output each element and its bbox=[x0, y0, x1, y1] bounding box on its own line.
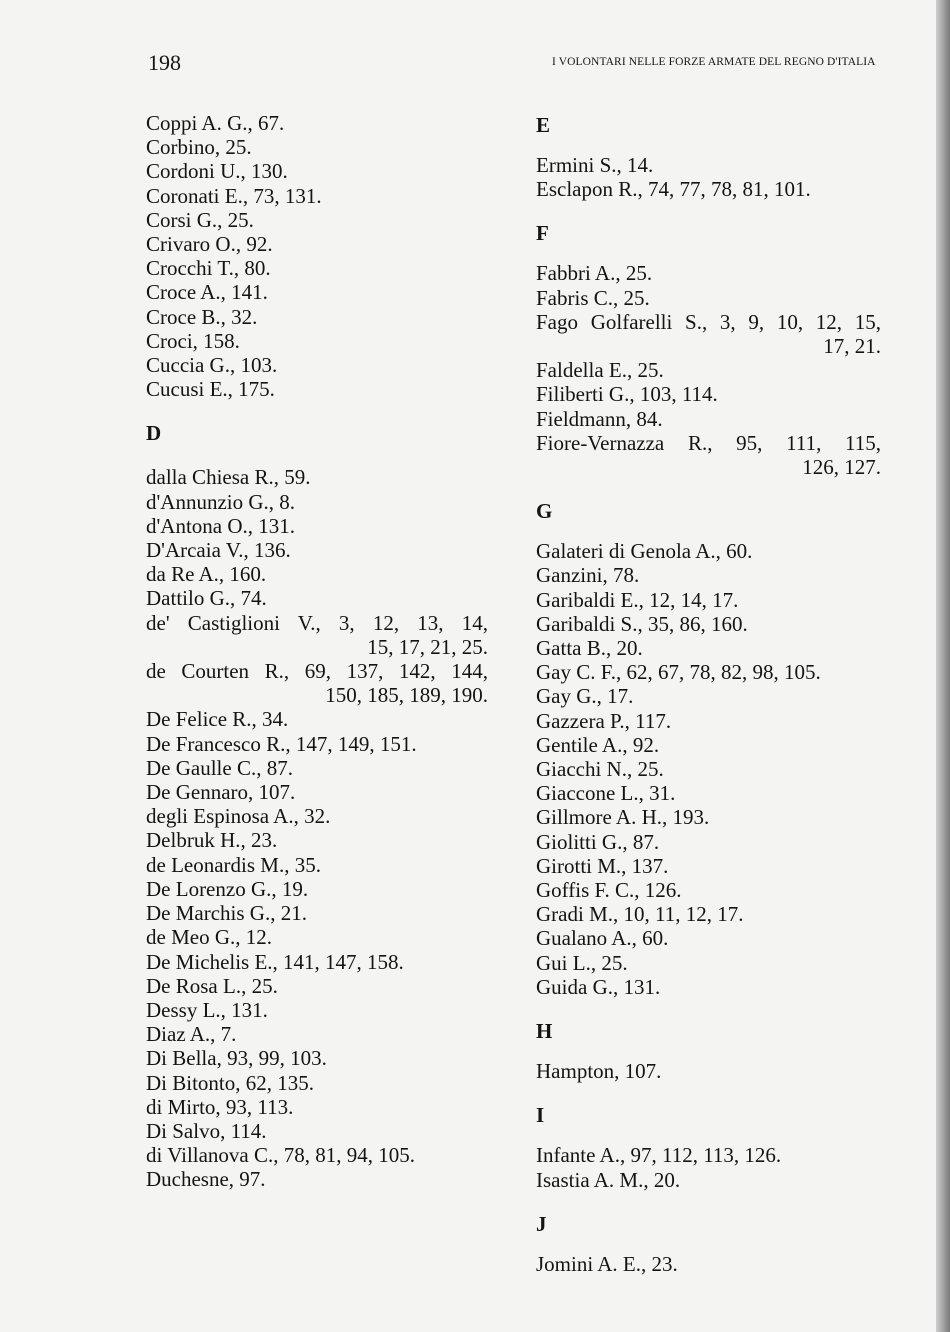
index-entry-text: De Felice R., 34. bbox=[146, 707, 289, 732]
index-entry-text: Gentile A., 92. bbox=[536, 732, 660, 757]
index-entry bbox=[536, 539, 896, 563]
index-entry bbox=[536, 1059, 896, 1083]
index-entry bbox=[536, 431, 896, 479]
index-entry-text: Giaccone L., 31. bbox=[536, 781, 676, 806]
index-entry-text: Di Bitonto, 62, 135. bbox=[146, 1070, 315, 1095]
index-entry bbox=[146, 732, 506, 756]
index-entry bbox=[146, 329, 506, 353]
index-entry bbox=[146, 828, 506, 852]
index-entry-text: di Mirto, 93, 113. bbox=[146, 1094, 294, 1119]
index-entry bbox=[146, 1071, 506, 1095]
index-entry bbox=[146, 135, 506, 159]
index-entry-text: Di Salvo, 114. bbox=[146, 1118, 267, 1143]
index-entry bbox=[146, 998, 506, 1022]
index-entry-text: Hampton, 107. bbox=[536, 1059, 662, 1084]
index-entry bbox=[536, 709, 896, 733]
index-entry bbox=[536, 951, 896, 975]
index-entry-text: Fabbri A., 25. bbox=[536, 261, 653, 286]
index-entry bbox=[146, 256, 506, 280]
index-entry-text: De Michelis E., 141, 147, 158. bbox=[146, 949, 404, 974]
index-entry-text: dalla Chiesa R., 59. bbox=[146, 465, 311, 490]
index-entry-text: de Courten R., 69, 137, 142, 144, bbox=[146, 659, 488, 684]
page-edge-shadow bbox=[936, 0, 950, 1332]
index-entry-text: d'Antona O., 131. bbox=[146, 513, 296, 538]
index-entry bbox=[146, 1095, 506, 1119]
index-entry bbox=[536, 588, 896, 612]
index-entry bbox=[146, 562, 506, 586]
index-entry bbox=[536, 612, 896, 636]
index-entry-text: Crocchi T., 80. bbox=[146, 256, 271, 281]
index-entry bbox=[536, 854, 896, 878]
index-entry-text: Gatta B., 20. bbox=[536, 636, 643, 661]
index-entry-text: Dattilo G., 74. bbox=[146, 586, 267, 611]
index-entry-text: De Rosa L., 25. bbox=[146, 973, 278, 998]
index-entry-text: Gradi M., 10, 11, 12, 17. bbox=[536, 902, 744, 927]
index-entry-text: Fieldmann, 84. bbox=[536, 406, 663, 431]
index-entry-text: Gay C. F., 62, 67, 78, 82, 98, 105. bbox=[536, 660, 821, 685]
index-entry-text: Faldella E., 25. bbox=[536, 358, 664, 383]
index-entry bbox=[536, 660, 896, 684]
index-entry-text: Gualano A., 60. bbox=[536, 926, 669, 951]
index-entry bbox=[536, 1168, 896, 1192]
section-letter: H bbox=[536, 1019, 553, 1044]
index-entry-continuation: 126, 127. bbox=[802, 455, 881, 480]
index-entry-text: Giolitti G., 87. bbox=[536, 829, 660, 854]
index-entry bbox=[536, 733, 896, 757]
index-entry bbox=[146, 1143, 506, 1167]
index-entry bbox=[146, 184, 506, 208]
index-entry bbox=[536, 153, 896, 177]
index-entry bbox=[146, 514, 506, 538]
index-entry bbox=[146, 490, 506, 514]
index-entry-text: Croce B., 32. bbox=[146, 304, 258, 329]
index-entry-text: Guida G., 131. bbox=[536, 974, 661, 999]
index-entry-text: Girotti M., 137. bbox=[536, 853, 669, 878]
index-entry bbox=[146, 756, 506, 780]
index-entry bbox=[146, 1119, 506, 1143]
index-entry bbox=[536, 286, 896, 310]
index-entry bbox=[536, 177, 896, 201]
index-entry-text: de Leonardis M., 35. bbox=[146, 852, 321, 877]
index-entry bbox=[536, 684, 896, 708]
index-entry-text: Duchesne, 97. bbox=[146, 1167, 266, 1192]
index-entry-text: Goffis F. C., 126. bbox=[536, 878, 682, 903]
index-entry bbox=[536, 902, 896, 926]
index-entry-text: Gillmore A. H., 193. bbox=[536, 805, 710, 830]
index-entry-text: D'Arcaia V., 136. bbox=[146, 538, 291, 563]
index-entry bbox=[536, 878, 896, 902]
index-entry bbox=[146, 853, 506, 877]
index-entry bbox=[146, 877, 506, 901]
section-letter: E bbox=[536, 113, 551, 137]
page-number: 198 bbox=[148, 50, 181, 75]
index-entry bbox=[146, 377, 506, 401]
index-entry bbox=[146, 780, 506, 804]
index-entry bbox=[146, 586, 506, 610]
index-entry-text: Jomini A. E., 23. bbox=[536, 1251, 678, 1276]
index-entry bbox=[146, 1167, 506, 1191]
section-letter: G bbox=[536, 499, 553, 524]
index-entry bbox=[146, 707, 506, 731]
index-entry bbox=[536, 358, 896, 382]
index-column-left bbox=[146, 111, 506, 1192]
index-entry-text: Dessy L., 131. bbox=[146, 997, 268, 1022]
index-entry bbox=[536, 310, 896, 358]
index-entry-text: Cuccia G., 103. bbox=[146, 353, 278, 378]
index-entry bbox=[146, 232, 506, 256]
index-entry-text: da Re A., 160. bbox=[146, 562, 267, 587]
index-entry-text: Fago Golfarelli S., 3, 9, 10, 12, 15, bbox=[536, 309, 881, 334]
index-entry bbox=[536, 407, 896, 431]
index-entry-text: Fiore-Vernazza R., 95, 111, 115, bbox=[536, 430, 881, 455]
index-entry-text: Corsi G., 25. bbox=[146, 207, 254, 232]
index-entry bbox=[536, 563, 896, 587]
index-entry-text: Garibaldi S., 35, 86, 160. bbox=[536, 611, 748, 636]
index-entry bbox=[536, 975, 896, 999]
index-entry-text: De Gaulle C., 87. bbox=[146, 755, 293, 780]
index-entry-text: Coppi A. G., 67. bbox=[146, 111, 285, 135]
index-entry bbox=[146, 159, 506, 183]
index-entry-text: Cucusi E., 175. bbox=[146, 377, 275, 402]
index-column-right bbox=[536, 111, 896, 1276]
index-entry bbox=[536, 382, 896, 406]
index-entry bbox=[146, 950, 506, 974]
index-entry-text: d'Annunzio G., 8. bbox=[146, 489, 296, 514]
index-entry bbox=[536, 926, 896, 950]
index-entry-text: Giacchi N., 25. bbox=[536, 757, 664, 782]
index-entry bbox=[146, 538, 506, 562]
section-letter: I bbox=[536, 1103, 545, 1128]
index-entry-text: Cordoni U., 130. bbox=[146, 159, 288, 184]
index-entry-text: De Marchis G., 21. bbox=[146, 901, 307, 926]
index-entry-text: Croce A., 141. bbox=[146, 280, 268, 305]
index-entry-text: Coronati E., 73, 131. bbox=[146, 183, 322, 208]
index-entry-text: de Meo G., 12. bbox=[146, 925, 272, 950]
index-entry bbox=[536, 1143, 896, 1167]
index-entry bbox=[146, 974, 506, 998]
index-entry bbox=[536, 636, 896, 660]
index-entry-text: De Francesco R., 147, 149, 151. bbox=[146, 731, 417, 756]
section-letter: D bbox=[146, 421, 162, 446]
index-entry bbox=[536, 261, 896, 285]
index-entry-text: Gazzera P., 117. bbox=[536, 708, 672, 733]
index-entry bbox=[146, 804, 506, 828]
index-entry bbox=[536, 830, 896, 854]
index-entry bbox=[146, 465, 506, 489]
index-entry-text: Gay G., 17. bbox=[536, 684, 634, 709]
index-entry bbox=[146, 111, 506, 135]
index-entry-text: Isastia A. M., 20. bbox=[536, 1167, 681, 1192]
index-entry bbox=[146, 353, 506, 377]
index-entry-text: Filiberti G., 103, 114. bbox=[536, 382, 718, 407]
index-entry-text: Ganzini, 78. bbox=[536, 563, 640, 588]
index-entry bbox=[146, 280, 506, 304]
index-entry bbox=[536, 781, 896, 805]
index-entry-text: Corbino, 25. bbox=[146, 135, 252, 160]
index-entry bbox=[146, 659, 506, 707]
index-entry bbox=[146, 901, 506, 925]
index-entry bbox=[536, 757, 896, 781]
index-entry-text: Delbruk H., 23. bbox=[146, 828, 278, 853]
index-entry-text: Croci, 158. bbox=[146, 328, 240, 353]
index-entry-text: Ermini S., 14. bbox=[536, 153, 654, 177]
index-entry-text: Diaz A., 7. bbox=[146, 1022, 237, 1047]
index-entry-text: di Villanova C., 78, 81, 94, 105. bbox=[146, 1143, 416, 1168]
index-entry-continuation: 17, 21. bbox=[823, 334, 881, 359]
section-letter: J bbox=[536, 1211, 547, 1236]
index-entry-continuation: 150, 185, 189, 190. bbox=[325, 683, 488, 708]
index-entry bbox=[146, 925, 506, 949]
running-title: I VOLONTARI NELLE FORZE ARMATE DEL REGNO D'ITALIA bbox=[552, 56, 876, 68]
index-entry bbox=[536, 1252, 896, 1276]
index-entry-text: de' Castiglioni V., 3, 12, 13, 14, bbox=[146, 610, 488, 635]
index-entry-text: Garibaldi E., 12, 14, 17. bbox=[536, 587, 739, 612]
index-entry-text: Di Bella, 93, 99, 103. bbox=[146, 1046, 327, 1071]
index-entry-text: Esclapon R., 74, 77, 78, 81, 101. bbox=[536, 177, 811, 202]
index-entry-continuation: 15, 17, 21, 25. bbox=[367, 634, 488, 659]
index-entry-text: degli Espinosa A., 32. bbox=[146, 804, 331, 829]
index-entry bbox=[146, 208, 506, 232]
index-entry bbox=[536, 805, 896, 829]
index-entry bbox=[146, 305, 506, 329]
index-entry-text: Infante A., 97, 112, 113, 126. bbox=[536, 1143, 782, 1168]
index-entry-text: De Lorenzo G., 19. bbox=[146, 876, 309, 901]
index-entry-text: Galateri di Genola A., 60. bbox=[536, 539, 753, 564]
index-entry-text: De Gennaro, 107. bbox=[146, 780, 296, 805]
index-entry-text: Fabris C., 25. bbox=[536, 285, 650, 310]
index-entry bbox=[146, 1046, 506, 1070]
index-entry bbox=[146, 1022, 506, 1046]
index-entry-text: Crivaro O., 92. bbox=[146, 232, 273, 257]
index-entry-text: Gui L., 25. bbox=[536, 950, 628, 975]
index-entry bbox=[146, 611, 506, 659]
section-letter: F bbox=[536, 221, 549, 246]
